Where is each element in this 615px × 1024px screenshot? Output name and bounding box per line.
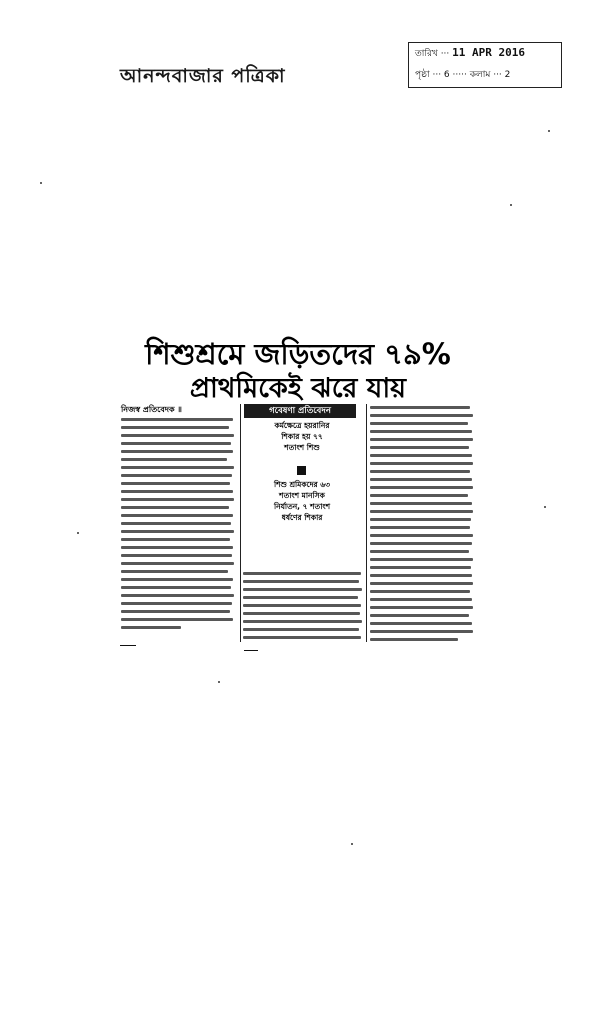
box-line-7: ধর্ষণের শিকার bbox=[281, 513, 323, 522]
scan-speck bbox=[40, 182, 42, 184]
scan-speck bbox=[544, 506, 546, 508]
research-report-heading: গবেষণা প্রতিবেদন bbox=[244, 404, 356, 418]
scan-speck bbox=[548, 130, 550, 132]
box-line-2: শিকার হয় ৭৭ bbox=[281, 432, 323, 441]
stamp-page-row: পৃষ্ঠা ··· 6 ····· কলাম ··· 2 bbox=[415, 70, 511, 80]
stamp-date-row: তারিখ ··· 11 APR 2016 bbox=[415, 46, 525, 59]
column-rule bbox=[240, 404, 241, 642]
article-column-3 bbox=[370, 404, 474, 644]
article-byline: নিজস্ব প্রতিবেদক ॥ bbox=[121, 405, 182, 414]
scan-speck bbox=[218, 681, 220, 683]
stamp-date-value: 11 APR 2016 bbox=[452, 46, 525, 59]
column-rule bbox=[366, 404, 367, 642]
box-line-4: শিশু শ্রমিকদের ৬৩ bbox=[273, 480, 331, 489]
article-column-2 bbox=[243, 570, 364, 642]
scan-speck bbox=[351, 843, 353, 845]
headline-line-2: প্রাথমিকেই ঝরে যায় bbox=[189, 373, 407, 404]
stamp-page-label: পৃষ্ঠা bbox=[415, 70, 430, 80]
scan-speck bbox=[77, 532, 79, 534]
box-line-3: শতাংশ শিশু bbox=[284, 443, 320, 452]
stamp-date-label: তারিখ bbox=[415, 49, 438, 59]
box-line-6: নির্যাতন, ৭ শতাংশ bbox=[273, 502, 331, 511]
box-bullet bbox=[297, 466, 306, 475]
stamp-page-value: 6 bbox=[443, 70, 450, 80]
end-dash bbox=[120, 645, 136, 646]
newspaper-masthead: আনন্দবাজার পত্রিকা bbox=[120, 65, 286, 87]
archive-stamp bbox=[408, 42, 562, 88]
box-line-5: শতাংশ মানসিক bbox=[279, 491, 325, 500]
stamp-column-value: 2 bbox=[504, 70, 511, 80]
end-dash bbox=[244, 650, 258, 651]
article-column-1 bbox=[121, 416, 236, 638]
box-line-1: কর্মক্ষেত্রে হয়রানির bbox=[274, 421, 330, 430]
scan-speck bbox=[510, 204, 512, 206]
stamp-column-label: কলাম bbox=[469, 70, 491, 80]
headline-line-1: শিশুশ্রমে জড়িতদের ৭৯% bbox=[145, 337, 451, 371]
